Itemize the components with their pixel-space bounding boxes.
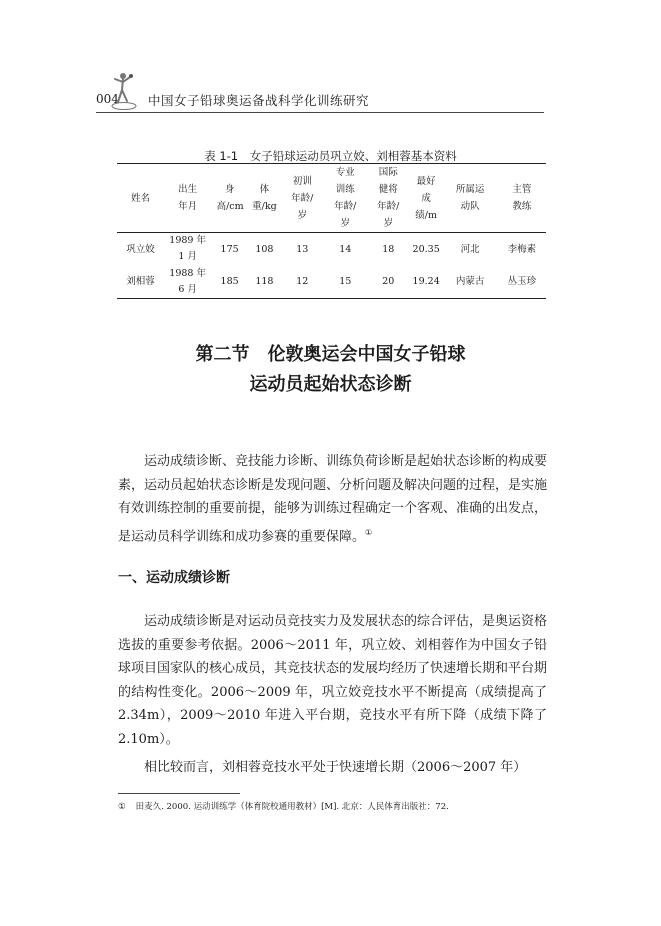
table-cell: 1988 年 6 月: [169, 267, 206, 295]
table-cell: 15: [339, 276, 352, 288]
column-header: 身高/cm: [216, 184, 244, 212]
table-cell: 丛玉珍: [507, 276, 537, 288]
body-paragraph: 相比较而言，刘相蓉竞技水平处于快速增长期（2006～2007 年）: [144, 760, 527, 775]
table-header-row: [117, 164, 546, 233]
column-header: 专业训练年龄/岁: [334, 167, 357, 229]
table-cell: 内蒙古: [455, 276, 485, 288]
footnote-rule: [118, 793, 240, 794]
footnote-reference[interactable]: ①: [365, 527, 373, 537]
table-row: [117, 266, 546, 299]
table-cell: 118: [255, 276, 274, 288]
running-title: 中国女子铅球奥运备战科学化训练研究: [148, 93, 370, 108]
athlete-info-table: [117, 163, 546, 299]
column-header: 国际健将年龄/岁: [377, 167, 400, 229]
table-cell: 108: [255, 243, 274, 255]
table-cell: 13: [296, 243, 309, 255]
body-paragraph: 运动成绩诊断是对运动员竞技实力及发展状态的综合评估，是奥运资格选拔的重要参考依据。2006～2011 年，巩立姣、刘相蓉作为中国女子铅球项目国家队的核心成员，其竞技状态的发展均经历了快速增长期和平台期的结构性变化。2006～2009 年，巩立姣竞技水平不断提高（成绩提高了 2.34m），2009～2010 年进入平台期，竞技水平有所下降（成绩下降了 2.10m）。: [118, 614, 548, 747]
column-header: 出生年月: [178, 184, 198, 212]
table-cell: 14: [339, 243, 352, 255]
table-cell: 185: [220, 276, 239, 288]
table-caption-number: 表 1-1: [204, 149, 239, 163]
table-row: [117, 233, 546, 266]
table-caption-title: 女子铅球运动员巩立姣、刘相蓉基本资料: [249, 149, 457, 163]
table-cell: 12: [296, 276, 309, 288]
table-cell: 18: [382, 243, 395, 255]
table-cell: 20: [382, 276, 395, 288]
footnote-text: 田麦久. 2000. 运动训练学（体育院校通用教材）[M]. 北京：人民体育出版社：72.: [135, 802, 449, 812]
intro-text: 运动成绩诊断、竞技能力诊断、训练负荷诊断是起始状态诊断的构成要素，运动员起始状态诊断是发现问题、分析问题及解决问题的过程，是实施有效训练控制的重要前提，能够为训练过程确定一个客观、准确的出发点，是运动员科学训练和成功参赛的重要保障。: [118, 454, 548, 544]
table-cell: 河北: [460, 243, 480, 255]
table-cell: 19.24: [412, 276, 440, 288]
subsection-title: 一、运动成绩诊断: [118, 570, 230, 586]
table-cell: 1989 年 1 月: [169, 235, 206, 263]
table-cell: 20.35: [412, 243, 440, 255]
column-header: 初训年龄/岁: [291, 175, 314, 221]
table-cell: 李梅素: [507, 243, 537, 255]
section-title-line-1: 第二节 伦敦奥运会中国女子铅球: [195, 344, 466, 365]
shot-put-athlete-icon: [110, 70, 138, 110]
column-header: 姓名: [131, 192, 151, 204]
column-header: 体重/kg: [252, 184, 277, 212]
page-header: [96, 84, 556, 114]
header-rule: [96, 112, 544, 113]
intro-paragraph: [118, 450, 547, 548]
page-number: 004: [96, 92, 119, 106]
table-cell: 巩立姣: [126, 243, 155, 255]
footnote: [118, 800, 449, 812]
footnote-mark: ①: [118, 802, 126, 812]
section-title-line-2: 运动员起始状态诊断: [249, 374, 412, 395]
table-cell: 175: [220, 243, 239, 255]
table-cell: 刘相蓉: [126, 276, 155, 288]
table-caption: [0, 148, 661, 164]
column-header: 最好成绩/m: [415, 175, 438, 221]
column-header: 主管教练: [512, 184, 532, 212]
column-header: 所属运动队: [455, 184, 485, 212]
